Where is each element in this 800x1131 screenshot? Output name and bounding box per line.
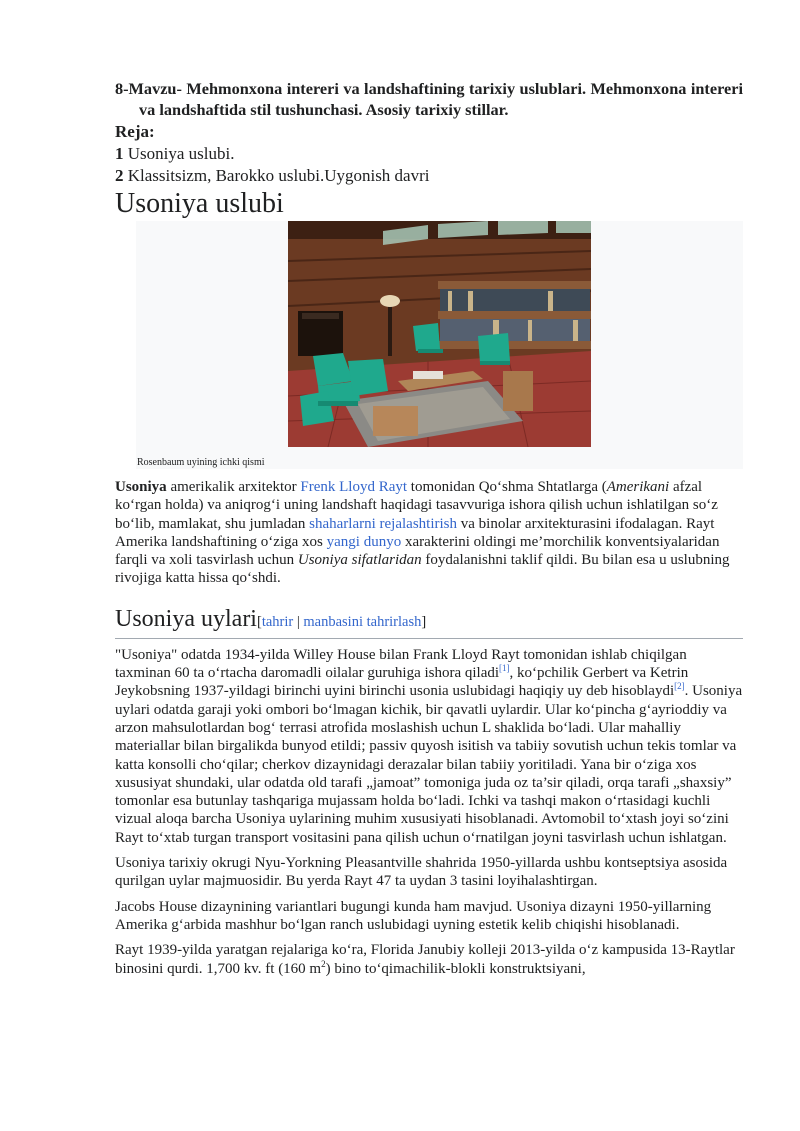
plan-item	[115, 165, 743, 187]
topic-title: 8-Mavzu- Mehmonxona intereri va landshaftining tarixiy uslublari. Mehmonxona intereri va landshaftida stil tushunchasi. Asosiy tarixiy stillar.	[115, 79, 743, 119]
text-run: amerikalik arxitektor	[166, 479, 301, 495]
link-frank-lloyd-wright[interactable]: Frenk Lloyd Rayt	[300, 479, 408, 495]
text-run: "Usoniya" odatda 1934-yilda Willey House bilan Frank Lloyd Rayt tomonidan ishlab chiqilgan taxminan 60 ta o‘rtacha daromadli oilalar guruhiga ishora qiladi	[115, 646, 687, 682]
superscript: 2	[321, 958, 326, 969]
edit-links	[257, 614, 426, 630]
paragraph: Jacobs House dizaynining variantlari bugungi kunda ham mavjud. Usoniya dizayni 1950-yillarning Amerika g‘arbida mashhur bo‘lgan ranch uslubidagi uyning estetik kelib chiqishi hisoblanadi.	[115, 898, 712, 933]
bracket: [	[256, 613, 262, 630]
paragraph: Usoniya tarixiy okrugi Nyu-Yorkning Pleasantville shahrida 1950-yillarda ushbu kontseptsiya asosida qurilgan uylar majmuosidir. Bu yerda Rayt 47 ta uydan 3 tasini loyihalashtirgan.	[115, 855, 728, 890]
paragraph	[115, 646, 743, 847]
plan-item-text: Usoniya uslubi.	[127, 144, 235, 163]
text-run: foydalanishni taklif qildi. Bu bilan esa u uslubning rivojiga katta hissa qo‘shdi.	[115, 552, 730, 587]
text-run: ) bino to‘qimachilik-blokli konstruktsiyani,	[325, 960, 586, 977]
edit-link[interactable]: tahrir	[261, 613, 294, 630]
figure	[136, 221, 743, 469]
section-title: Usoniya uslubi	[115, 188, 284, 219]
plan-item-number: 1	[115, 144, 124, 163]
text-run: xarakterini oldingi me’morchilik konventsiyalaridan farqli va xoli tasvirlash uchun	[115, 533, 720, 569]
separator: |	[293, 613, 304, 630]
link-new-world[interactable]: yangi dunyo	[326, 533, 402, 550]
paragraph	[115, 941, 743, 978]
text-run: Rayt 1939-yilda yaratgan rejalariga ko‘ra, Florida Janubiy kolleji 2013-yilda o‘z kampusida 13-Raytlar binosini qurdi. 1,700 kv. ft (160 m	[115, 942, 735, 977]
section-heading-title: Usoniya uylari	[115, 605, 257, 632]
text-run: afzal ko‘rgan holda) va aniqrog‘i uning landshaft haqidagi tasavvuriga ishora qilish uchun ishlatilgan so‘z bo‘lib, mamlakat, shu jumladan	[115, 479, 718, 532]
plan-item	[115, 143, 743, 165]
paragraph	[115, 478, 743, 588]
reference-link[interactable]: [1]	[499, 663, 510, 674]
bold-term: Usoniya	[115, 479, 167, 495]
text-run: . Usoniya uylari odatda garaji yoki ombori bo‘lmagan kichik, bir qavatli uylardir. Ular ko‘pincha g‘ayrioddiy va arzon mahsulotlardan bog‘ terrasi atrofida moslashish uchun L shaklida bo‘ladi. Ular mahalliy materiallar bilan birgalikda bunyod etildi; passiv quyosh isitish va tabiiy sovutish uchun tekis tomlar va katta konsolli cho‘qilar; cherkov dizaynidagi derazalar bilan tabiiy yoritiladi. Yana bir o‘ziga xos xususiyat shundaki, ular odatda old tarafi „jamoat” tomoniga juda oz ta’sir qiladi, orqa tarafi „shaxsiy” tomonlar esa butunlay tashqariga mujassam holda bo‘ladi. Ichki va tashqi makon o‘rtasidagi kuchli vizual aloqa barcha Usoniya uylarining muhim xususiyati hisoblanadi. Avtomobil to‘xtash joyi so‘zini Rayt to‘xtab turgan transport vositasini pana qilish uchun o‘rnatilgan joyni tasvirlash uchun ishlatgan.	[115, 683, 743, 846]
plan-heading: Reja:	[115, 122, 155, 141]
link-urban-planning[interactable]: shaharlarni rejalashtirish	[309, 515, 458, 532]
document-page	[115, 78, 743, 978]
italic-run: Amerikani	[606, 479, 670, 495]
edit-source-link[interactable]: manbasini tahrirlash	[303, 613, 422, 630]
text-run: , ko‘pchilik Gerbert va Ketrin Jeykobsning 1937-yildagi birinchi uyini birinchi usonia uslubidagi haqiqiy uy deb hisoblaydi	[115, 665, 689, 700]
section-heading	[115, 605, 743, 639]
text-run: tomonidan Qo‘shma Shtatlarga (	[407, 479, 607, 495]
plan-item-number: 2	[115, 166, 124, 185]
reference-link[interactable]: [2]	[674, 681, 685, 692]
italic-run: Usoniya sifatlaridan	[297, 552, 422, 569]
bracket: ]	[421, 613, 427, 630]
plan-item-text: Klassitsizm, Barokko uslubi.Uygonish davri	[127, 166, 430, 185]
figure-caption: Rosenbaum uyining ichki qismi	[137, 457, 265, 468]
text-run: va binolar arxitekturasini ifodalagan. Rayt Amerika landshaftining o‘ziga xos	[115, 515, 715, 550]
interior-photo	[288, 221, 591, 447]
